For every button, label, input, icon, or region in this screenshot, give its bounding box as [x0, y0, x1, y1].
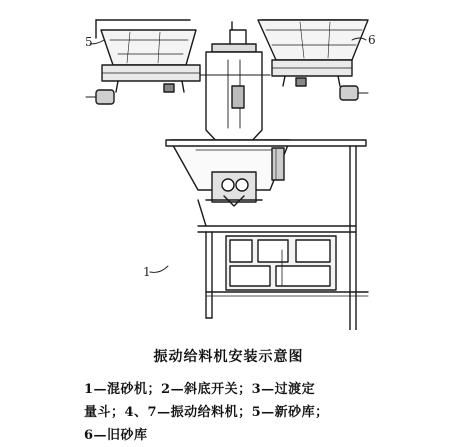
- inclined-bottom-gate: [206, 172, 262, 206]
- callout-label-1: 1: [143, 265, 151, 279]
- sand-mixer: [226, 236, 336, 290]
- legend-line-1: 1—混砂机；2—斜底开关；3—过渡定: [84, 382, 316, 397]
- left-vibrating-feeder: [86, 65, 200, 104]
- callout-label-6: 6: [368, 33, 376, 47]
- ground-line: [206, 292, 368, 318]
- central-chute: [200, 22, 270, 145]
- right-vibrating-feeder: [272, 60, 368, 100]
- callout-label-5: 5: [85, 35, 93, 49]
- figure-title: 振动给料机安装示意图: [153, 349, 304, 365]
- legend-line-2: 量斗；4、7—振动给料机；5—新砂库；: [84, 405, 329, 420]
- left-sand-hopper: [101, 30, 196, 65]
- legend-line-3: 6—旧砂库: [84, 428, 148, 443]
- right-sand-hopper: [258, 20, 368, 60]
